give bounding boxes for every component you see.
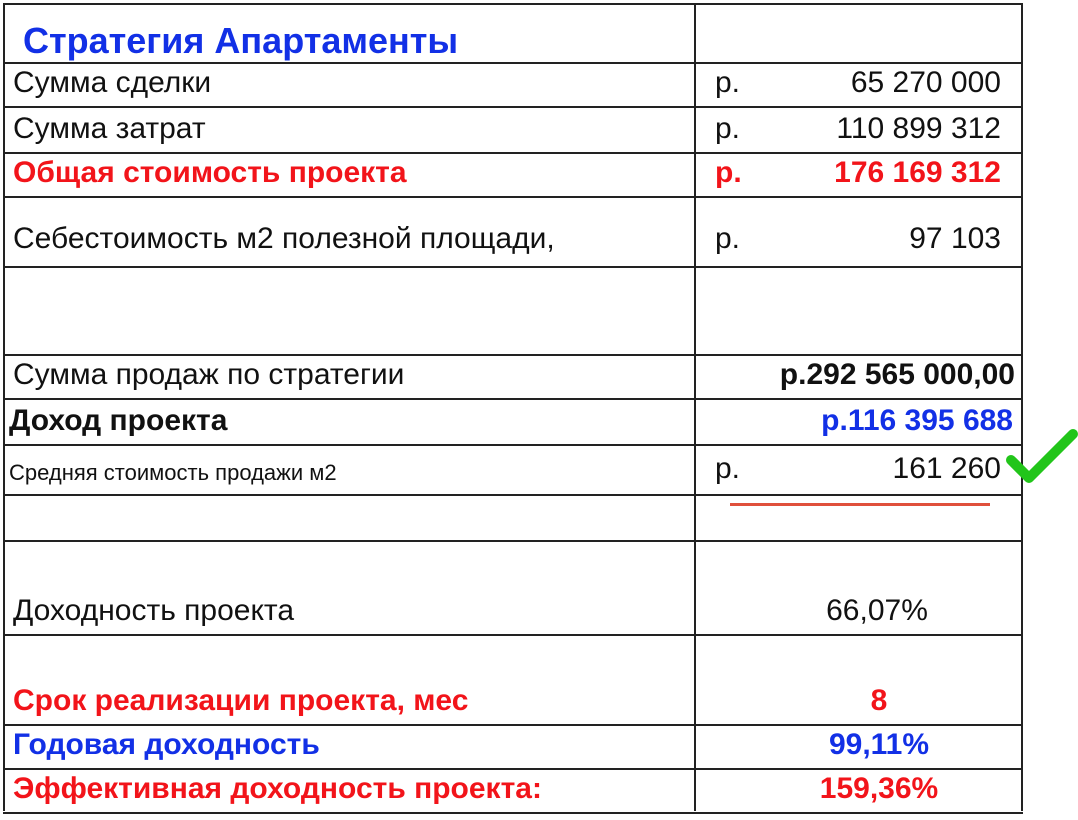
- grid-line-right: [1021, 3, 1023, 811]
- row-term: [3, 636, 1023, 726]
- row-deal-sum: [3, 62, 1023, 108]
- row-profitability: [3, 542, 1023, 636]
- profitability-value: 66,07%: [826, 594, 928, 627]
- costs-sum-currency: р.: [715, 112, 741, 145]
- deal-sum-label: Сумма сделки: [13, 66, 212, 99]
- cost-per-m2-value: 97 103: [909, 222, 1001, 255]
- effective-yield-value: 159,36%: [819, 772, 939, 805]
- row-avg-price: [3, 446, 1023, 496]
- row-total-cost: [3, 154, 1023, 198]
- effective-yield-label: Эффективная доходность проекта:: [13, 772, 542, 805]
- row-costs-sum: [3, 108, 1023, 154]
- grid-line-left: [3, 3, 5, 811]
- sales-sum-value: р.292 565 000,00: [779, 358, 1015, 391]
- red-underline-annotation: [730, 503, 990, 506]
- annual-yield-label: Годовая доходность: [13, 728, 320, 761]
- profitability-label: Доходность проекта: [13, 594, 295, 627]
- row-empty-1: [3, 268, 1023, 356]
- sheet-title: Стратегия Апартаменты: [23, 20, 459, 61]
- row-title: [3, 3, 1023, 64]
- cost-per-m2-currency: р.: [715, 222, 741, 255]
- checkmark-icon: [1005, 428, 1078, 488]
- total-cost-value: 176 169 312: [834, 156, 1001, 189]
- annual-yield-value: 99,11%: [828, 728, 930, 761]
- row-sales-sum: [3, 356, 1023, 400]
- deal-sum-value: 65 270 000: [850, 66, 1001, 99]
- costs-sum-label: Сумма затрат: [13, 112, 206, 145]
- grid-line-middle: [694, 3, 696, 811]
- deal-sum-currency: р.: [715, 66, 741, 99]
- term-value: 8: [870, 684, 888, 717]
- row-income: [3, 400, 1023, 446]
- row-annual-yield: [3, 726, 1023, 770]
- income-value: р.116 395 688: [821, 404, 1013, 437]
- costs-sum-value: 110 899 312: [836, 112, 1001, 145]
- avg-price-currency: р.: [715, 452, 741, 485]
- cost-per-m2-label: Себестоимость м2 полезной площади,: [13, 222, 555, 255]
- income-label: Доход проекта: [9, 404, 228, 437]
- total-cost-label: Общая стоимость проекта: [13, 156, 407, 189]
- row-cost-per-m2: [3, 198, 1023, 268]
- avg-price-label: Средняя стоимость продажи м2: [9, 460, 337, 485]
- total-cost-currency: р.: [715, 156, 742, 189]
- row-effective-yield: [3, 770, 1023, 814]
- term-label: Срок реализации проекта, мес: [13, 684, 469, 717]
- avg-price-value: 161 260: [892, 452, 1001, 485]
- spreadsheet: [3, 3, 1023, 818]
- sales-sum-label: Сумма продаж по стратегии: [13, 358, 405, 391]
